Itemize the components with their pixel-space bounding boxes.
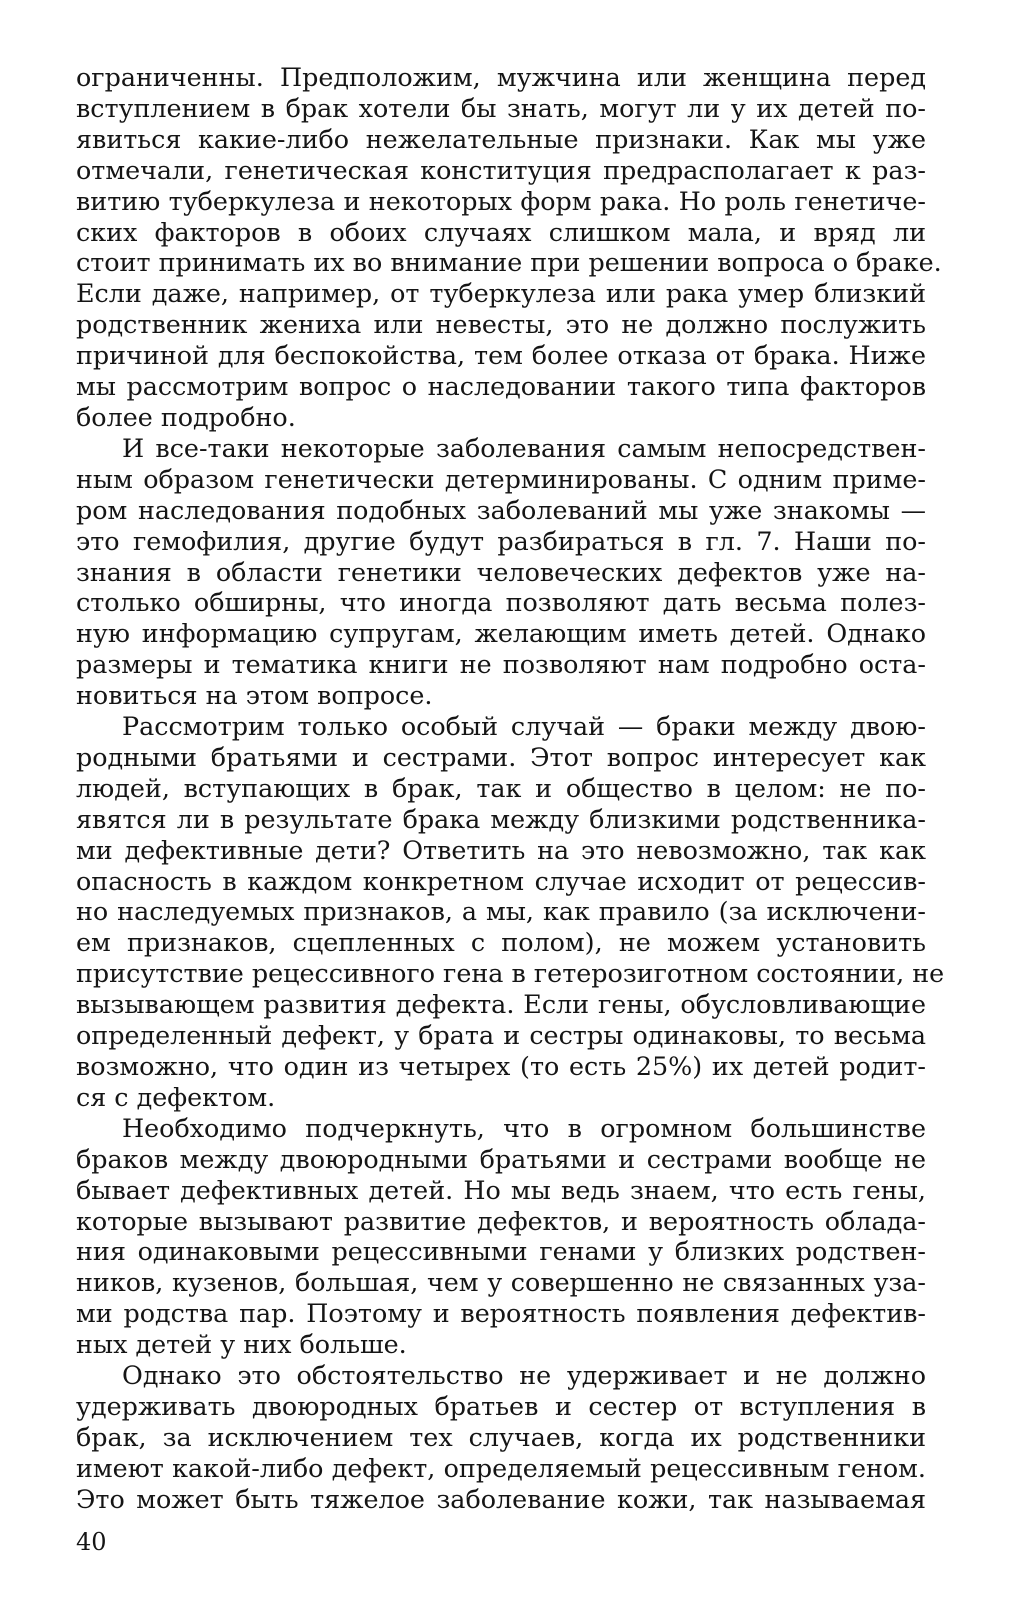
- text-line: ских факторов в обоих случаях слишком мала, и вряд ли: [76, 216, 926, 247]
- text-line: определенный дефект, у брата и сестры одинаковы, то весьма: [76, 1020, 926, 1051]
- text-line: удерживать двоюродных братьев и сестер от вступления в: [76, 1390, 926, 1421]
- text-line: ников, кузенов, большая, чем у совершенно не связанных уза-: [76, 1267, 926, 1298]
- text-line: ограниченны. Предположим, мужчина или женщина перед: [76, 62, 926, 92]
- page-body: [76, 62, 945, 1515]
- text-line: Необходимо подчеркнуть, что в огромном большинстве: [122, 1112, 926, 1143]
- text-line: Рассмотрим только особый случай — браки между двою-: [122, 711, 926, 742]
- text-line: родственник жениха или невесты, это не должно послужить: [76, 309, 926, 340]
- text-line: размеры и тематика книги не позволяют нам подробно оста-: [76, 649, 926, 680]
- page-number: 40: [76, 1528, 107, 1556]
- paragraph-3: [76, 711, 945, 1113]
- text-line: это гемофилия, другие будут разбираться в гл. 7. Наши по-: [76, 525, 926, 556]
- text-line: знания в области генетики человеческих дефектов уже на-: [76, 556, 926, 587]
- text-line: имеют какой-либо дефект, определяемый рецессивным геном.: [76, 1452, 926, 1483]
- text-line: И все-таки некоторые заболевания самым непосредствен-: [122, 432, 926, 463]
- text-line: ми дефективные дети? Ответить на это невозможно, так как: [76, 834, 926, 865]
- text-line: Однако это обстоятельство не удерживает и не должно: [122, 1360, 926, 1391]
- text-line: новиться на этом вопросе.: [76, 680, 433, 711]
- text-line: браков между двоюродными братьями и сестрами вообще не: [76, 1143, 926, 1174]
- text-line: бывает дефективных детей. Но мы ведь знаем, что есть гены,: [76, 1174, 926, 1205]
- text-line: явятся ли в результате брака между близкими родственника-: [76, 803, 926, 834]
- text-line: Это может быть тяжелое заболевание кожи, так называемая: [76, 1483, 926, 1514]
- text-line: родными братьями и сестрами. Этот вопрос интересует как: [76, 741, 926, 772]
- text-line: явиться какие-либо нежелательные признаки. Как мы уже: [76, 123, 926, 154]
- paragraph-5: [76, 1360, 926, 1515]
- text-line: вступлением в брак хотели бы знать, могут ли у их детей по-: [76, 92, 926, 123]
- text-line: Если даже, например, от туберкулеза или рака умер близкий: [76, 278, 926, 309]
- text-line: столько обширны, что иногда позволяют дать весьма полез-: [76, 587, 926, 618]
- text-line: мы рассмотрим вопрос о наследовании такого типа факторов: [76, 371, 926, 402]
- text-line: ния одинаковыми рецессивными генами у близких родствен-: [76, 1236, 926, 1267]
- text-line: вызывающем развития дефекта. Если гены, обусловливающие: [76, 989, 926, 1020]
- text-line: ных детей у них больше.: [76, 1329, 407, 1360]
- text-line: ром наследования подобных заболеваний мы уже знакомы —: [76, 494, 926, 525]
- paragraph-2: [76, 433, 926, 711]
- text-line: ную информацию супругам, желающим иметь детей. Однако: [76, 618, 926, 649]
- text-line: причиной для беспокойства, тем более отказа от брака. Ниже: [76, 340, 926, 371]
- text-line: стоит принимать их во внимание при решении вопроса о браке.: [76, 247, 942, 278]
- text-line: которые вызывают развитие дефектов, и вероятность облада-: [76, 1205, 926, 1236]
- paragraph-4: [76, 1113, 926, 1360]
- text-line: ся с дефектом.: [76, 1081, 276, 1112]
- text-line: присутствие рецессивного гена в гетерозиготном состоянии, не: [76, 958, 945, 989]
- text-line: возможно, что один из четырех (то есть 25%) их детей родит-: [76, 1051, 926, 1081]
- text-line: ным образом генетически детерминированы. С одним приме-: [76, 463, 926, 494]
- text-line: но наследуемых признаков, а мы, как правило (за исключени-: [76, 896, 926, 927]
- text-line: ми родства пар. Поэтому и вероятность появления дефектив-: [76, 1298, 926, 1329]
- text-line: витию туберкулеза и некоторых форм рака. Но роль генетиче-: [76, 185, 926, 216]
- text-line: людей, вступающих в брак, так и общество в целом: не по-: [76, 772, 926, 803]
- text-line: опасность в каждом конкретном случае исходит от рецессив-: [76, 865, 926, 896]
- text-line: более подробно.: [76, 401, 296, 432]
- text-line: брак, за исключением тех случаев, когда их родственники: [76, 1421, 926, 1452]
- text-line: ем признаков, сцепленных с полом), не можем установить: [76, 927, 926, 958]
- text-line: отмечали, генетическая конституция предрасполагает к раз-: [76, 154, 926, 185]
- paragraph-1: [76, 62, 942, 433]
